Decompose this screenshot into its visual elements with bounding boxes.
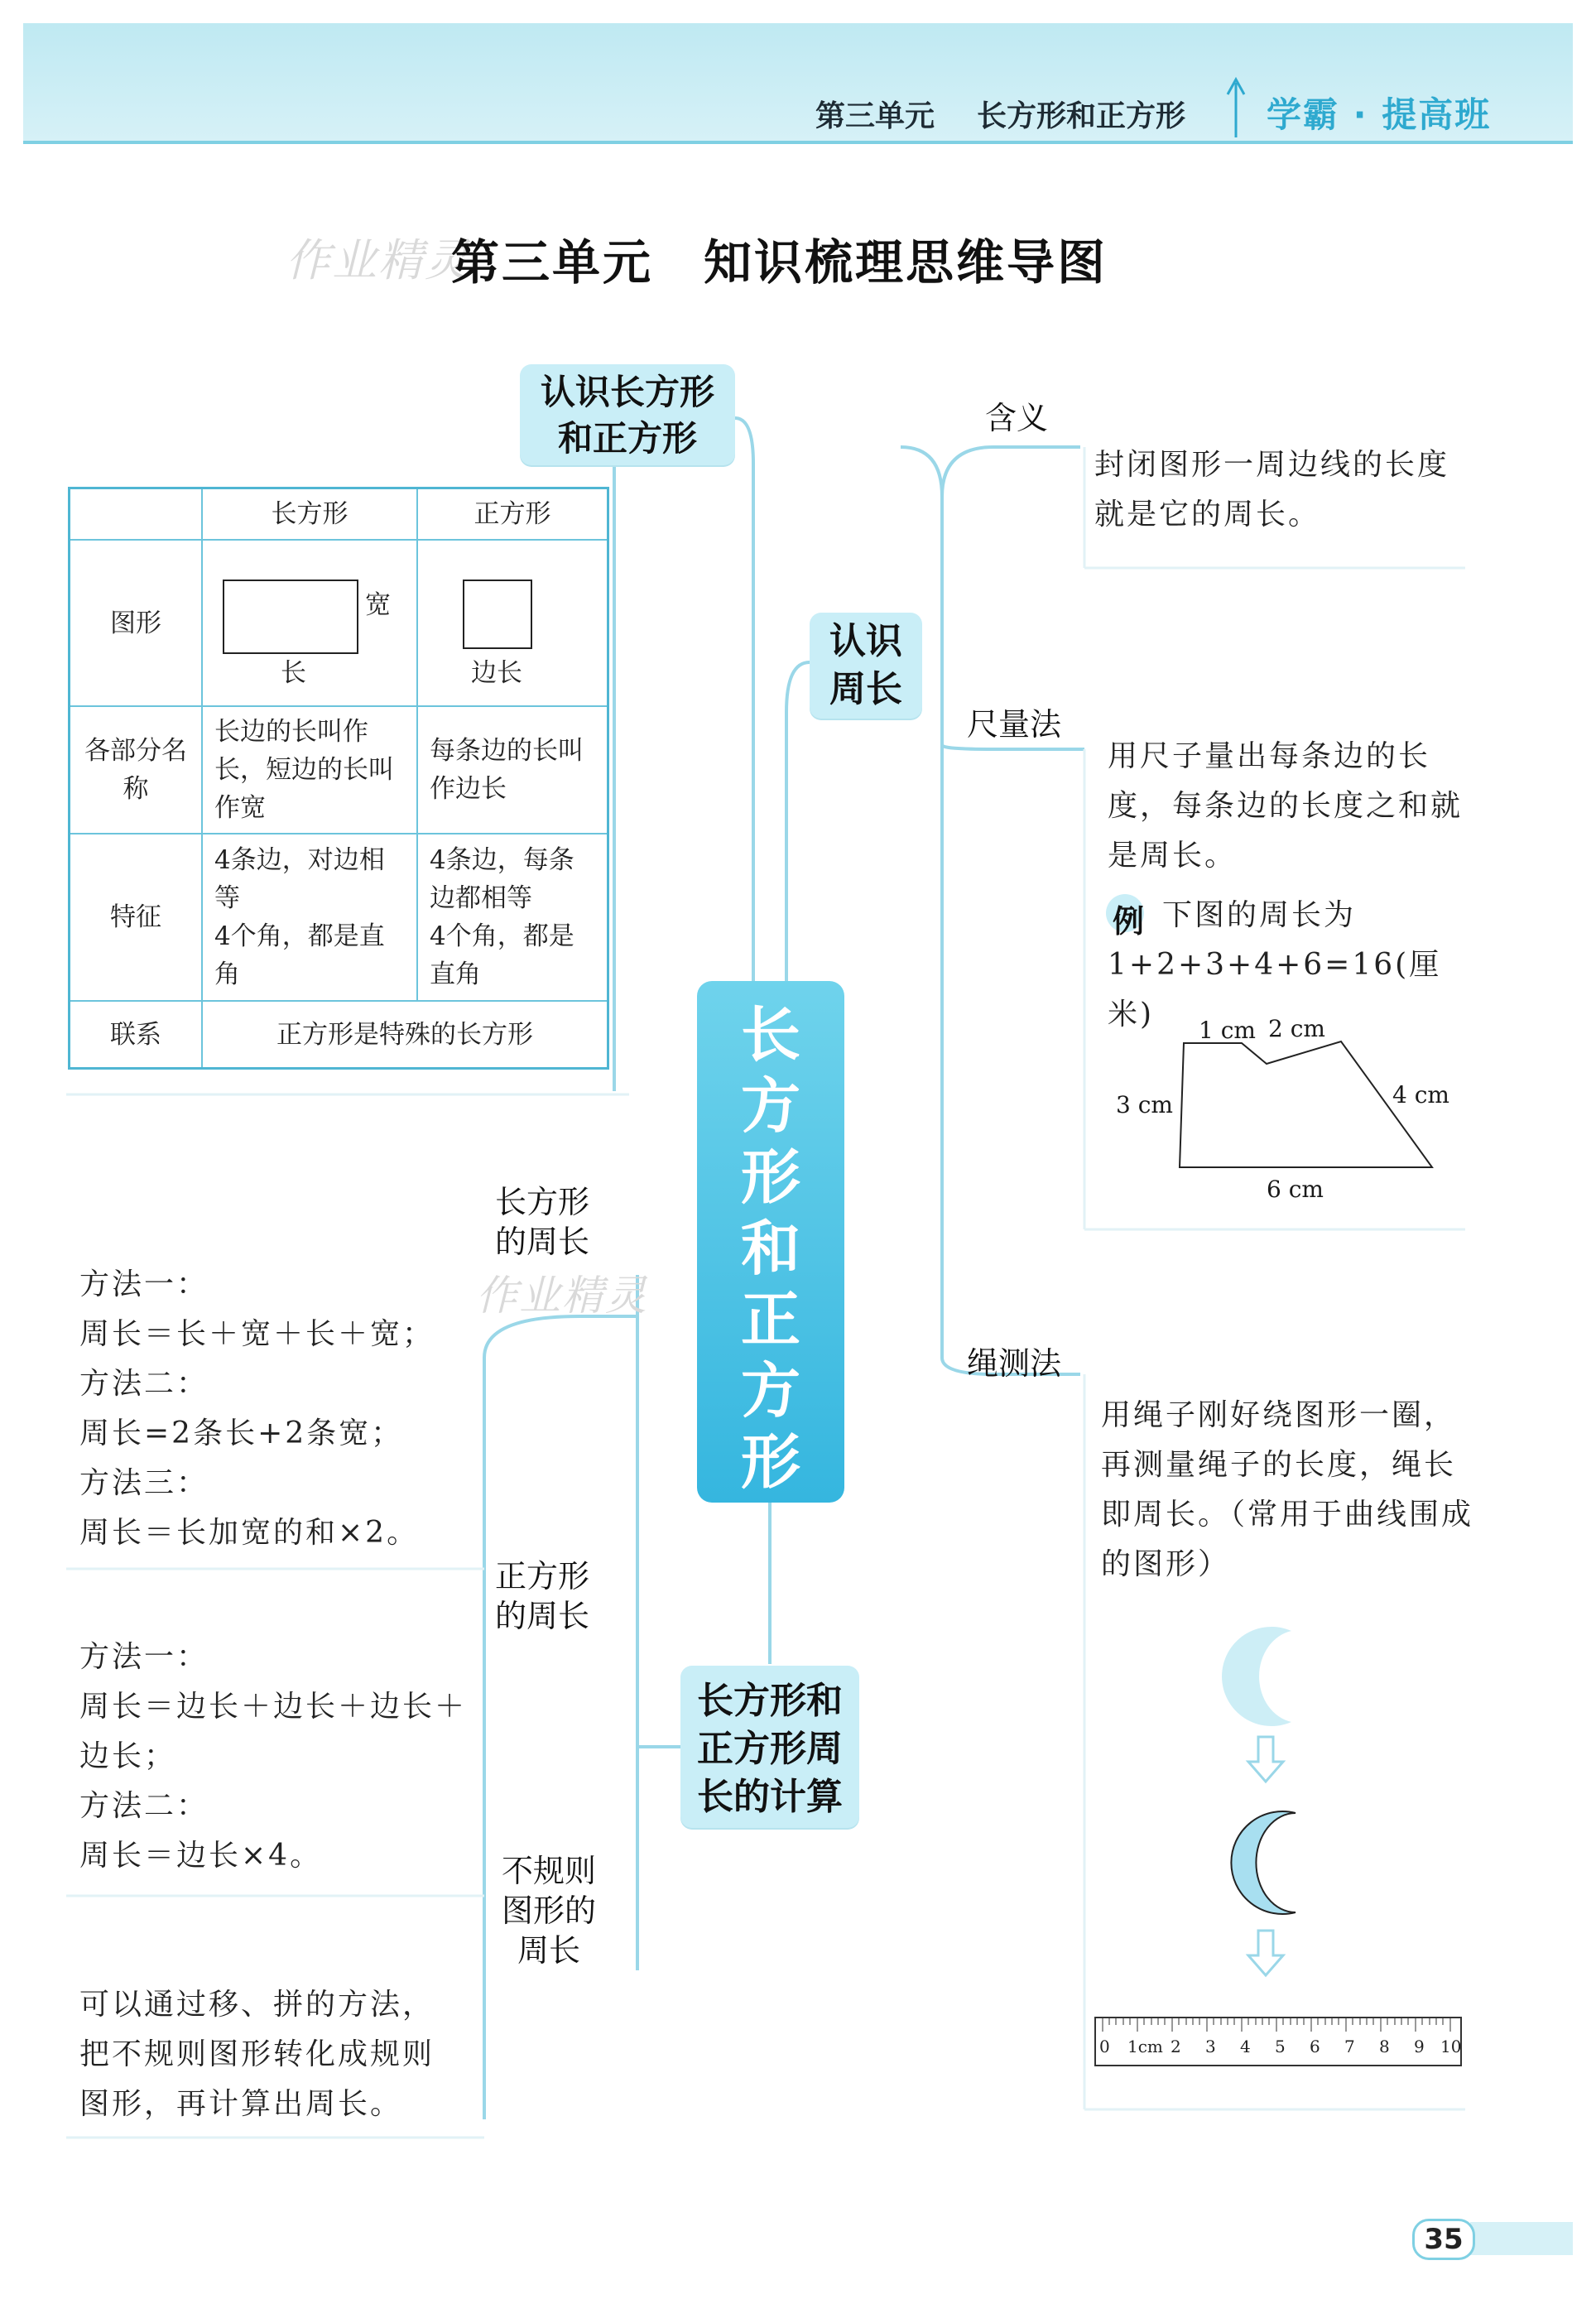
page-number: 35 bbox=[1412, 2219, 1475, 2260]
table-corner bbox=[70, 488, 203, 541]
node-know-shapes bbox=[520, 364, 735, 465]
label-meaning: 含义 bbox=[985, 400, 1049, 436]
table-col-rect: 长方形 bbox=[202, 488, 417, 541]
label-rope-method: 绳测法 bbox=[967, 1345, 1062, 1382]
irregular-line-2: 把不规则图形转化成规则 bbox=[79, 2037, 435, 2071]
rect-length-label: 长 bbox=[281, 657, 306, 688]
header-topic: 长方形和正方形 bbox=[977, 99, 1186, 133]
ruler-tick-5: 5 bbox=[1275, 2037, 1286, 2056]
rect-perimeter-methods bbox=[79, 1260, 477, 1558]
ruler-tick-2: 2 bbox=[1171, 2037, 1181, 2056]
label-square-perimeter: 正方形的周长 bbox=[495, 1558, 590, 1634]
rect-line-6: 周长＝长加宽的和×2。 bbox=[79, 1516, 420, 1550]
node-calc-label: 长方形和正方形周长的计算 bbox=[697, 1680, 843, 1818]
ruler-tick-8: 8 bbox=[1379, 2037, 1390, 2056]
edge-label-2: 2 cm bbox=[1268, 1015, 1325, 1042]
rect-line-2: 周长＝长＋宽＋长＋宽； bbox=[79, 1317, 435, 1351]
row-label-shape: 图形 bbox=[70, 540, 203, 706]
example-tag: 例 bbox=[1113, 903, 1145, 940]
ruler-tick-3: 3 bbox=[1205, 2037, 1216, 2056]
square-line-2: 周长＝边长＋边长＋边长＋ bbox=[79, 1690, 468, 1724]
ruler-tick-6: 6 bbox=[1310, 2037, 1320, 2056]
ruler-tick-0: 0 bbox=[1099, 2037, 1110, 2056]
page-number-bar bbox=[1470, 2222, 1573, 2255]
example-text: 下图的周长为1+2+3+4+6=16(厘米) bbox=[1108, 898, 1442, 1032]
square-line-4: 方法二： bbox=[79, 1789, 209, 1823]
square-perimeter-methods bbox=[79, 1633, 485, 1881]
node-know-perimeter bbox=[810, 613, 922, 719]
central-topic-label: 长方形和正方形 bbox=[740, 1000, 800, 1497]
rect-names-cell: 长边的长叫作长，短边的长叫作宽 bbox=[202, 706, 417, 834]
ruler-image bbox=[1094, 2017, 1462, 2066]
edge-label-4: 4 cm bbox=[1392, 1081, 1449, 1109]
label-irregular-perimeter: 不规则图形的周长 bbox=[501, 1853, 596, 1969]
ruler-tick-9: 9 bbox=[1414, 2037, 1425, 2056]
rect-line-4: 周长=2条长+2条宽； bbox=[79, 1416, 404, 1450]
node-calc bbox=[680, 1666, 859, 1828]
central-topic bbox=[697, 981, 844, 1503]
square-line-3: 边长； bbox=[79, 1739, 177, 1773]
square-names-cell: 每条边的长叫作边长 bbox=[417, 706, 608, 834]
rect-width-label: 宽 bbox=[365, 589, 391, 620]
square-figure-cell bbox=[417, 540, 608, 706]
square-line-5: 周长＝边长×4。 bbox=[79, 1839, 323, 1873]
row-label-relation: 联系 bbox=[70, 1001, 203, 1068]
rope-method-text: 用绳子刚好绕图形一圈，再测量绳子的长度，绳长即周长。（常用于曲线围成的图形） bbox=[1101, 1398, 1474, 1581]
page-title: 第三单元 知识梳理思维导图 bbox=[451, 234, 1108, 291]
node-know-perimeter-label: 认识周长 bbox=[829, 620, 902, 710]
rect-line-1: 方法一： bbox=[79, 1267, 209, 1301]
header-unit: 第三单元 bbox=[815, 99, 935, 133]
label-rect-perimeter: 长方形的周长 bbox=[495, 1184, 590, 1260]
watermark: 作业精灵 bbox=[286, 234, 471, 286]
edge-label-1: 1 cm bbox=[1199, 1017, 1256, 1044]
rect-figure-cell bbox=[202, 540, 417, 706]
rect-features-cell: 4条边，对边相等 4个角，都是直角 bbox=[202, 834, 417, 1002]
ruler-method-text: 用尺子量出每条边的长度，每条边的长度之和就是周长。 bbox=[1108, 739, 1464, 873]
table-col-square: 正方形 bbox=[417, 488, 608, 541]
irregular-perimeter-text bbox=[79, 1980, 493, 2129]
shapes-table bbox=[68, 487, 609, 1070]
edge-label-3: 3 cm bbox=[1116, 1091, 1173, 1118]
row-label-names: 各部分名称 bbox=[70, 706, 203, 834]
rectangle-shape bbox=[223, 580, 358, 654]
edge-label-6: 6 cm bbox=[1267, 1176, 1324, 1203]
rect-line-5: 方法三： bbox=[79, 1466, 209, 1500]
watermark-2: 作业精灵 bbox=[476, 1272, 648, 1320]
row-label-features: 特征 bbox=[70, 834, 203, 1002]
rect-line-3: 方法二： bbox=[79, 1367, 209, 1401]
node-know-shapes-label: 认识长方形和正方形 bbox=[541, 372, 715, 459]
irregular-line-1: 可以通过移、拼的方法， bbox=[79, 1988, 435, 2022]
relation-cell: 正方形是特殊的长方形 bbox=[202, 1001, 608, 1068]
square-shape bbox=[463, 580, 532, 649]
brand-logo: 学霸 · 提高班 bbox=[1267, 94, 1492, 135]
label-ruler-method: 尺量法 bbox=[967, 706, 1062, 743]
ruler-tick-7: 7 bbox=[1344, 2037, 1355, 2056]
ruler-tick-1: 1cm bbox=[1127, 2037, 1163, 2056]
square-line-1: 方法一： bbox=[79, 1640, 209, 1674]
meaning-text: 封闭图形一周边线的长度就是它的周长。 bbox=[1094, 448, 1450, 531]
square-features-cell: 4条边，每条边都相等 4个角，都是直角 bbox=[417, 834, 608, 1002]
ruler-tick-10: 10 bbox=[1440, 2037, 1462, 2056]
ruler-tick-4: 4 bbox=[1240, 2037, 1251, 2056]
irregular-line-3: 图形，再计算出周长。 bbox=[79, 2087, 403, 2121]
rope-illustration bbox=[1200, 1623, 1349, 2020]
square-side-label: 边长 bbox=[471, 657, 522, 688]
